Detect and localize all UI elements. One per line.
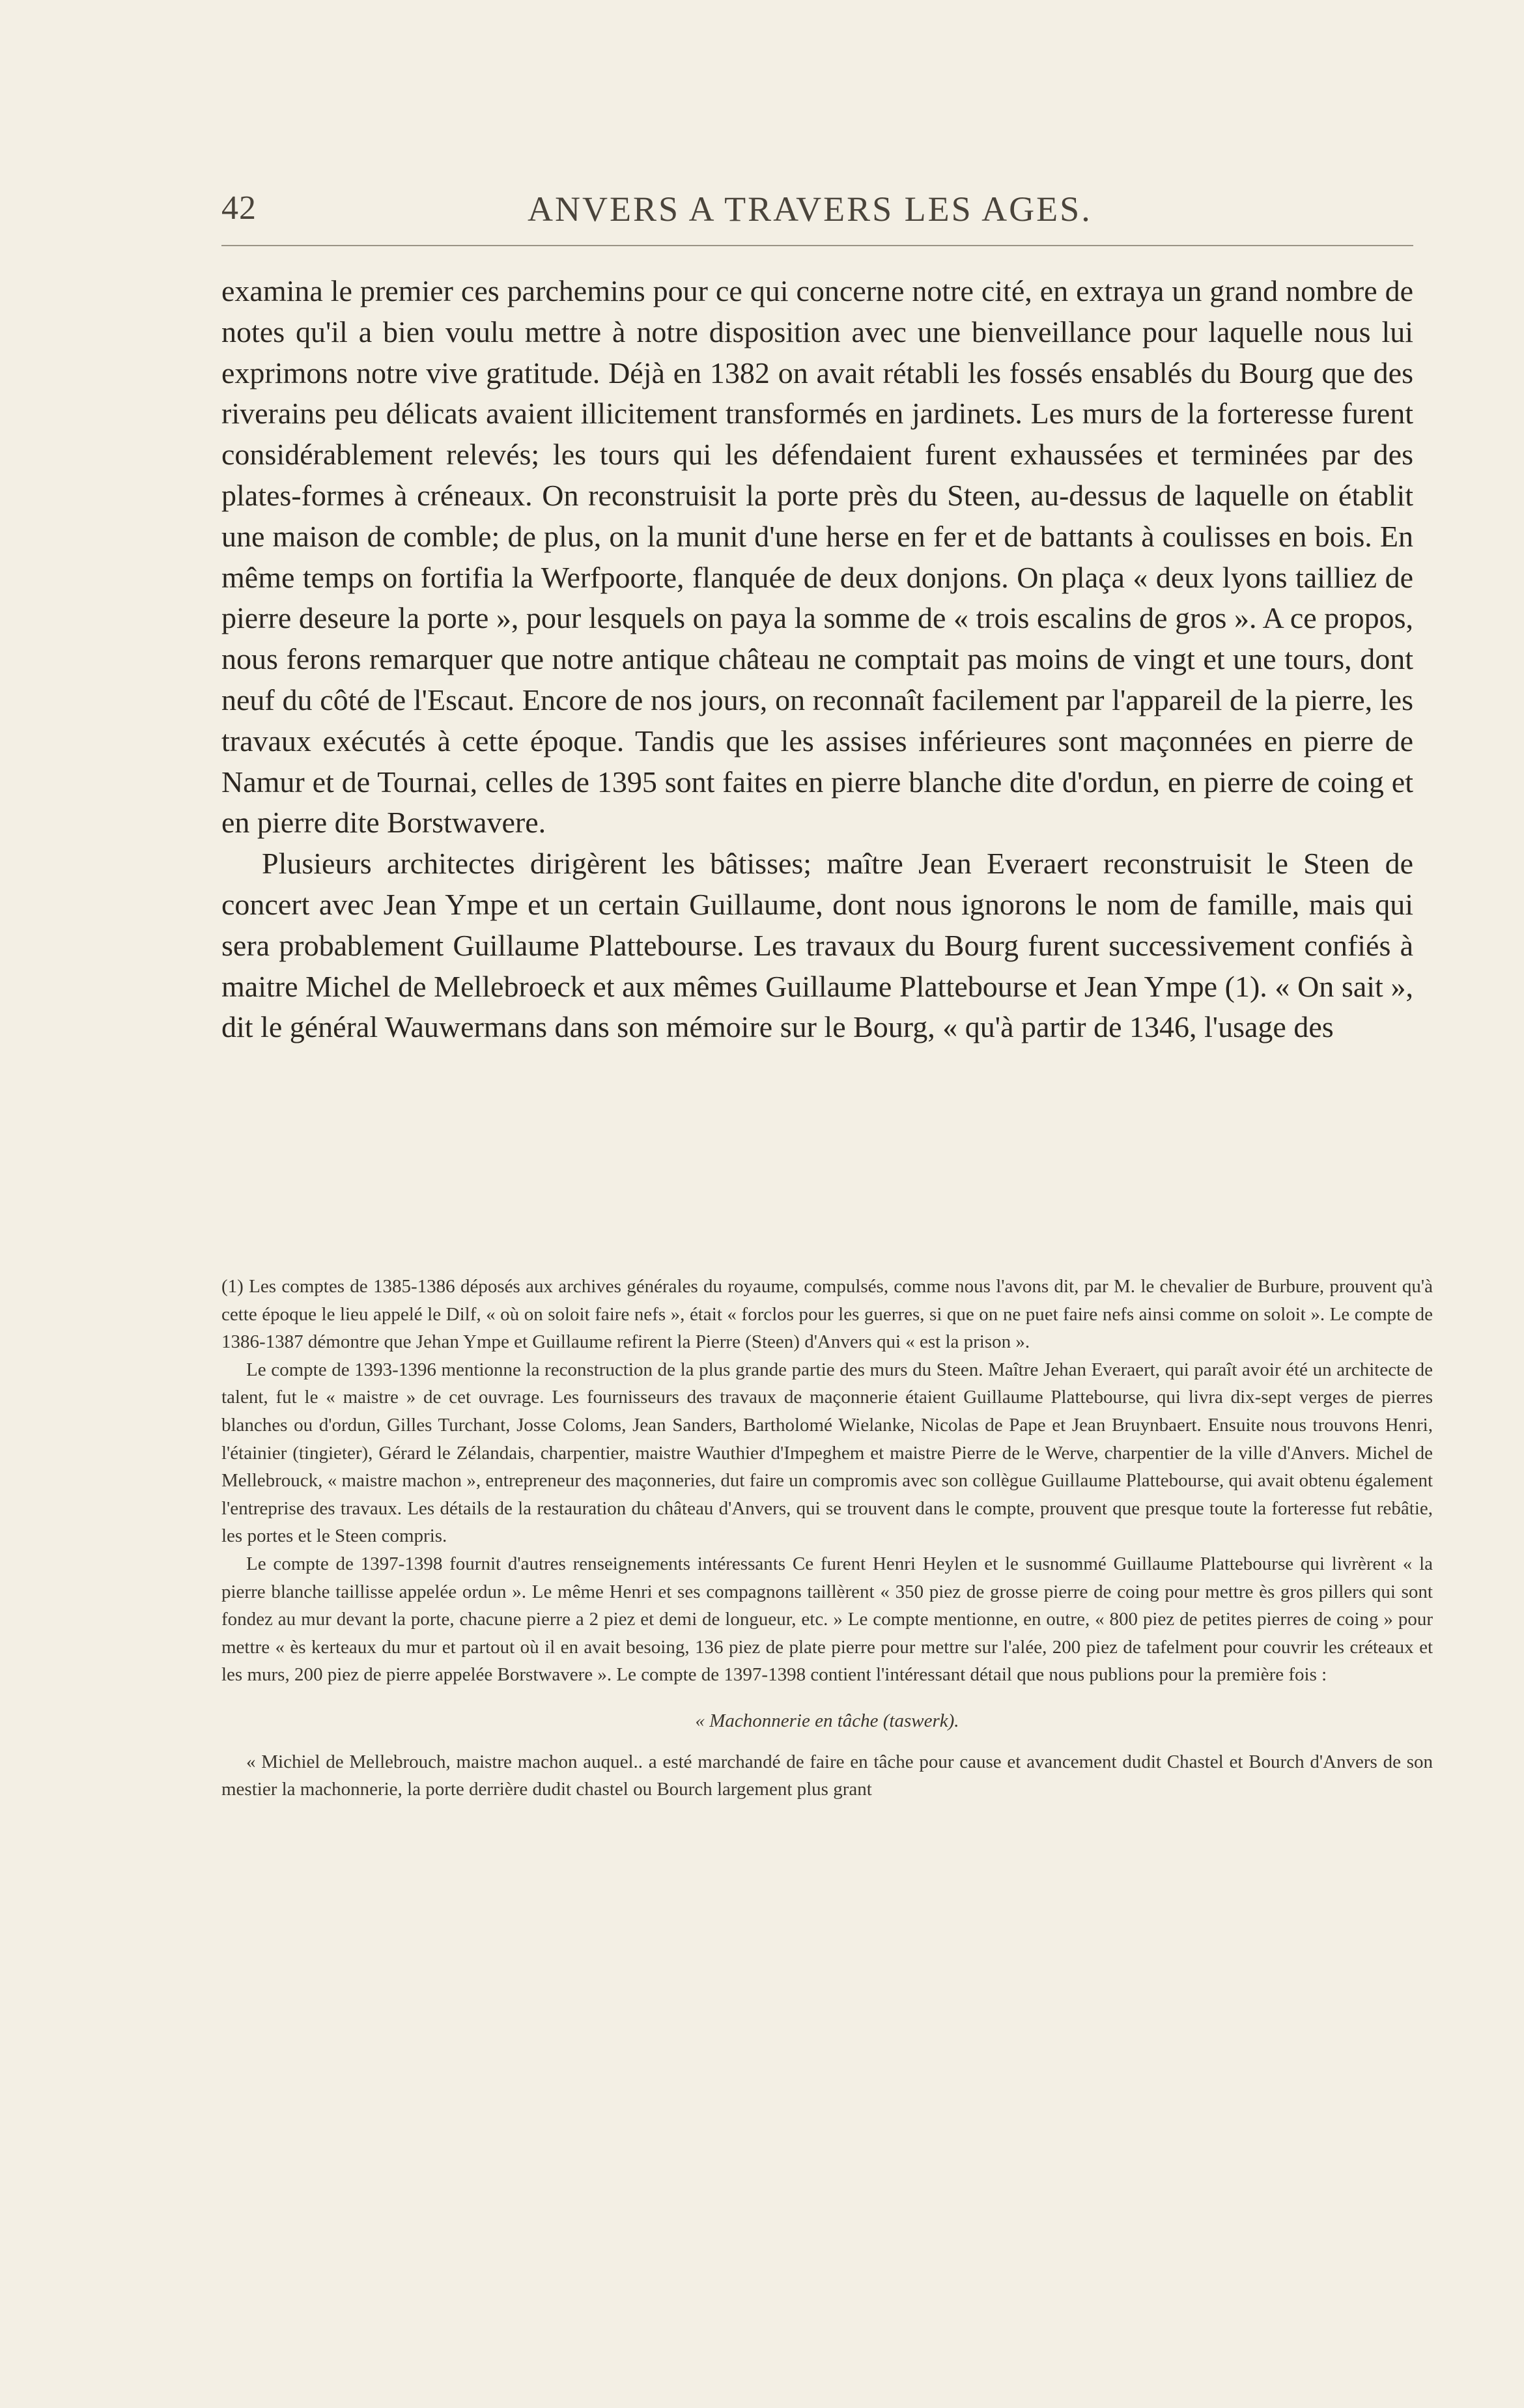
footnotes (221, 1273, 1433, 1804)
footnote-quote: « Michiel de Mellebrouch, maistre machon auquel.. a esté marchandé de faire en tâche pour cause et avancement dudit Chastel et Bourch d'Anvers de son mestier la machonnerie, la porte derrière dudit chastel ou Bourch largement plus grant (221, 1751, 1433, 1800)
footnote-paragraph: Le compte de 1393-1396 mentionne la reconstruction de la plus grande partie des murs du Steen. Maître Jehan Everaert, qui paraît avoir été un architecte de talent, fut le « maistre » de cet ouvrage. Les fournisseurs des travaux de maçonnerie étaient Guillaume Plattebourse, qui livra dix-sept verges de pierres blanches ou d'ordun, Gilles Turchant, Josse Coloms, Jean Sanders, Bartholomé Wielanke, Nicolas de Pape et Jean Bruynbaert. Ensuite nous trouvons Henri, l'étainier (tingieter), Gérard le Zélandais, charpentier, maistre Wauthier d'Impeghem et maistre Pierre de le Werve, charpentier de la ville d'Anvers. Michel de Mellebrouck, « maistre machon », entrepreneur des maçonneries, dut faire un compromis avec son collègue Guillaume Plattebourse, qui avait obtenu également l'entreprise des travaux. Les détails de la restauration du château d'Anvers, qui se trouvent dans le compte, prouvent que presque toute la forteresse fut rebâtie, les portes et le Steen compris. (221, 1359, 1433, 1547)
page-number: 42 (221, 190, 257, 227)
body-paragraph: Plusieurs architectes dirigèrent les bâtisses; maître Jean Everaert reconstruisit le Steen de concert avec Jean Ympe et un certain Guillaume, dont nous ignorons le nom de famille, mais qui sera probablement Guillaume Plattebourse. Les travaux du Bourg furent successivement confiés à maitre Michel de Mellebroeck et aux mêmes Guillaume Plattebourse et Jean Ympe (1). « On sait », dit le général Wauwermans dans son mémoire sur le Bourg, « qu'à partir de 1346, l'usage des (221, 847, 1413, 1044)
footnote-subheading: « Machonnerie en tâche (taswerk). (695, 1710, 959, 1731)
header-rule (221, 245, 1413, 246)
page-header (221, 184, 1413, 238)
footnote-paragraph: (1) Les comptes de 1385-1386 déposés aux archives générales du royaume, compulsés, comme nous l'avons dit, par M. le chevalier de Burbure, prouvent qu'à cette époque le lieu appelé le Dilf, « où on soloit faire nefs », était « forclos pour les guerres, si que on ne puet faire nefs ainsi comme on soloit ». Le compte de 1386-1387 démontre que Jehan Ympe et Guillaume refirent la Pierre (Steen) d'Anvers qui « est la prison ». (221, 1276, 1433, 1353)
running-title: ANVERS A TRAVERS LES AGES. (528, 190, 1092, 229)
body-paragraph: examina le premier ces parchemins pour ce qui concerne notre cité, en extraya un grand nombre de notes qu'il a bien voulu mettre à notre disposition avec une bienveillance pour laquelle nous lui exprimons notre vive gratitude. Déjà en 1382 on avait rétabli les fossés ensablés du Bourg que des riverains peu délicats avaient illicitement transformés en jardinets. Les murs de la forteresse furent considérablement relevés; les tours qui les défendaient furent exhaussées et terminées par des plates-formes à créneaux. On reconstruisit la porte près du Steen, au-dessus de laquelle on établit une maison de comble; de plus, on la munit d'une herse en fer et de battants à coulisses en bois. En même temps on fortifia la Werfpoorte, flanquée de deux donjons. On plaça « deux lyons tailliez de pierre deseure la porte », pour lesquels on paya la somme de « trois escalins de gros ». A ce propos, nous ferons remarquer que notre antique château ne comptait pas moins de vingt et une tours, dont neuf du côté de l'Escaut. Encore de nos jours, on reconnaît facilement par l'appareil de la pierre, les travaux exécutés à cette époque. Tandis que les assises inférieures sont maçonnées en pierre de Namur et de Tournai, celles de 1395 sont faites en pierre blanche dite d'ordun, en pierre de coing et en pierre dite Borstwavere. (221, 274, 1413, 840)
footnote-paragraph: Le compte de 1397-1398 fournit d'autres renseignements intéressants Ce furent Henri Heylen et le susnommé Guillaume Plattebourse qui livrèrent « la pierre blanche taillisse appelée ordun ». Le même Henri et ses compagnons taillèrent « 350 piez de grosse pierre de coing pour mettre ès gros pillers qui sont fondez au mur devant la porte, chacune pierre a 2 piez et demi de longueur, etc. » Le compte mentionne, en outre, « 800 piez de petites pierres de coing » pour mettre « ès kerteaux du mur et partout où il en avait besoing, 136 piez de plate pierre pour mettre sur l'alée, 200 piez de tafelment pour couvrir les créteaux et les murs, 200 piez de pierre appelée Borstwavere ». Le compte de 1397-1398 contient l'intéressant détail que nous publions pour la première fois : (221, 1553, 1433, 1686)
main-text (221, 271, 1413, 1048)
